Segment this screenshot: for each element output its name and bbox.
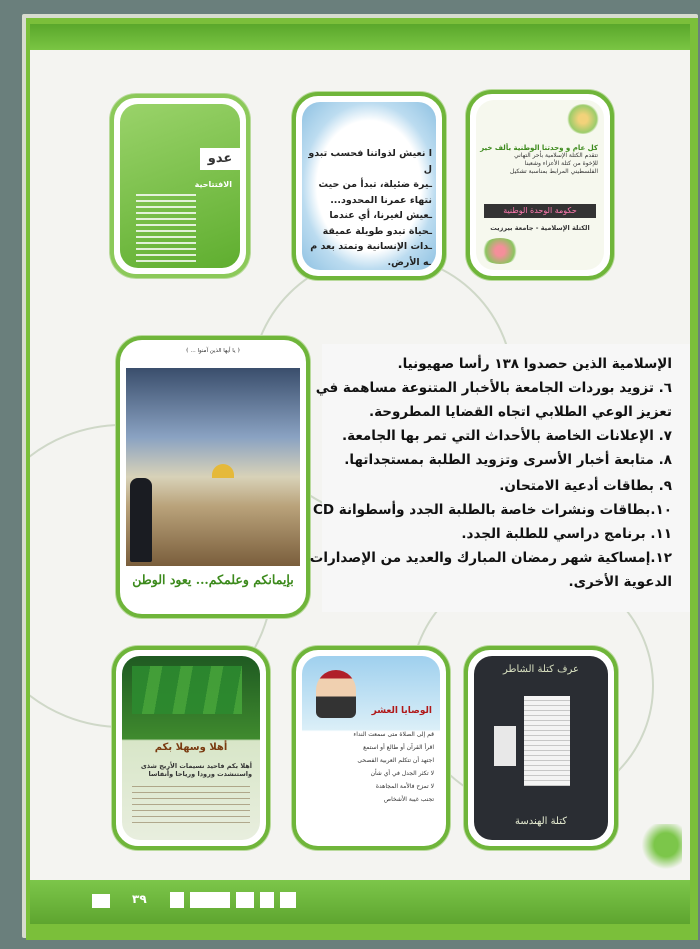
card-quote-sky xyxy=(292,92,446,280)
newsletter-logo: عدو xyxy=(200,148,240,170)
list-line: ١٠.بطاقات ونشرات خاصة بالطلبة الجدد وأسطوانة CD xyxy=(312,502,672,518)
greeting-footer: الكتلة الإسلامية - جامعة بيرزيت xyxy=(490,224,590,232)
green-flag-icon xyxy=(132,666,242,714)
top-green-band xyxy=(30,24,690,50)
welcome-body-lines xyxy=(132,786,250,826)
greeting-text xyxy=(480,144,598,175)
newsletter-body-lines xyxy=(136,194,196,264)
quote-line: ـه الأرض. xyxy=(387,256,432,268)
magazine-page xyxy=(30,24,690,924)
verse-text: ﴿ يا أيها الذين آمنوا ... ﴾ xyxy=(185,348,241,354)
graduate-figure xyxy=(130,478,152,562)
commandment-line: اجتهد أن تتكلم العربية الفصحى xyxy=(357,757,434,764)
portrait-figure xyxy=(316,670,356,718)
quote-line: ـحياة تبدو طويلة عميقة xyxy=(322,225,432,237)
activities-list xyxy=(309,344,690,612)
commandment-line: اقرأ القرآن أو طالع أو استمع xyxy=(363,744,434,751)
photo-caption: بإيمانكم وعلمكم... يعود الوطن xyxy=(132,572,294,587)
quote-line: ـيرة ضئيلة، تبدأ من حيث xyxy=(318,179,432,190)
leaf-decor-icon xyxy=(642,824,682,876)
flower-decor-icon xyxy=(480,238,520,264)
welcome-text xyxy=(130,762,252,779)
dome-of-rock-icon xyxy=(212,464,234,478)
page-footer xyxy=(30,880,690,924)
welcome-line: أهلا بكم فاحيد نسيمات الأريج شذى xyxy=(140,762,252,770)
card-ten-commandments xyxy=(292,646,450,850)
list-line: ٨. متابعة أخبار الأسرى وتزويد الطلبة بمستجداتها. xyxy=(344,452,672,468)
quote-text xyxy=(304,146,432,270)
card-newsletter-cover xyxy=(110,94,250,278)
posted-sheet xyxy=(524,696,570,786)
card-jerusalem-photo xyxy=(116,336,310,618)
quote-line: ا نعيش لذواتنا فحسب تبدو ل xyxy=(308,148,432,175)
greeting-line: كل عام و وحدتنا الوطنية بألف خير xyxy=(480,144,598,152)
list-line: ١٢.إمساكية شهر رمضان المبارك والعديد من الإصدارات xyxy=(309,550,672,566)
list-line: تعزيز الوعي الطلابي اتجاه القضايا المطروحة. xyxy=(368,404,672,420)
card-notice-board xyxy=(464,646,618,850)
commandments-list xyxy=(308,728,434,806)
card-unity-greeting xyxy=(466,90,614,280)
card-welcome-flags xyxy=(112,646,270,850)
welcome-line: واستنشدت ورودا ورياحا وأنفاسا xyxy=(148,770,252,779)
list-line: ٩. بطاقات أدعية الامتحان. xyxy=(499,478,672,494)
unity-banner: حكومة الوحدة الوطنية xyxy=(484,204,596,218)
footer-logo-bar xyxy=(260,892,274,908)
footer-logo-bar xyxy=(190,892,230,908)
list-line: الإسلامية الذين حصدوا ١٣٨ رأسا صهيونيا. xyxy=(397,356,672,372)
board-bottom-text: كتلة الهندسة xyxy=(514,816,568,827)
page-number: ٣٩ xyxy=(132,892,147,906)
greeting-line: تتقدم الكتلة الإسلامية بأحر التهاني xyxy=(514,152,598,159)
dome-photo xyxy=(126,368,300,566)
greeting-line: للإخوة من كتلة الأعزاء وشعبنا xyxy=(524,159,598,167)
welcome-banner: أهلا وسهلا بكم xyxy=(154,742,228,753)
footer-logo-bar xyxy=(280,892,296,908)
posted-sheet xyxy=(494,726,516,766)
list-line: ٧. الإعلانات الخاصة بالأحداث التي تمر بها الجامعة. xyxy=(342,428,672,444)
list-line: ٦. تزويد بوردات الجامعة بالأخبار المتنوعة مساهمة في xyxy=(315,380,672,396)
footer-logo-bar xyxy=(170,892,184,908)
newsletter-heading: الافتتاحية xyxy=(194,180,232,189)
quote-line: ـعيش لغيرنا، أي عندما xyxy=(329,210,432,221)
footer-square xyxy=(92,894,110,908)
commandments-title: الوصايا العشر xyxy=(371,706,432,716)
flower-decor-icon xyxy=(566,104,600,134)
footer-logo-bar xyxy=(236,892,254,908)
list-line: الدعوية الأخرى. xyxy=(568,574,672,590)
greeting-line: الفلسطيني المرابط بمناسبة تشكيل xyxy=(510,167,598,175)
commandment-line: تجنب غيبة الأشخاص xyxy=(383,796,434,803)
commandment-line: قم إلى الصلاة متى سمعت النداء xyxy=(353,731,434,738)
commandment-line: لا تكثر الجدل في أي شأن xyxy=(370,770,434,777)
commandment-line: لا تمزح فالأمة المجاهدة xyxy=(375,783,434,790)
quote-line: نتهاء عمرنا المحدود... xyxy=(330,194,432,206)
list-line: ١١. برنامج دراسي للطلبة الجدد. xyxy=(461,526,672,542)
quote-line: ـدات الإنسانية وتمتد بعد م xyxy=(310,241,432,252)
board-top-text: عرف كتلة الشاطر xyxy=(503,664,579,675)
